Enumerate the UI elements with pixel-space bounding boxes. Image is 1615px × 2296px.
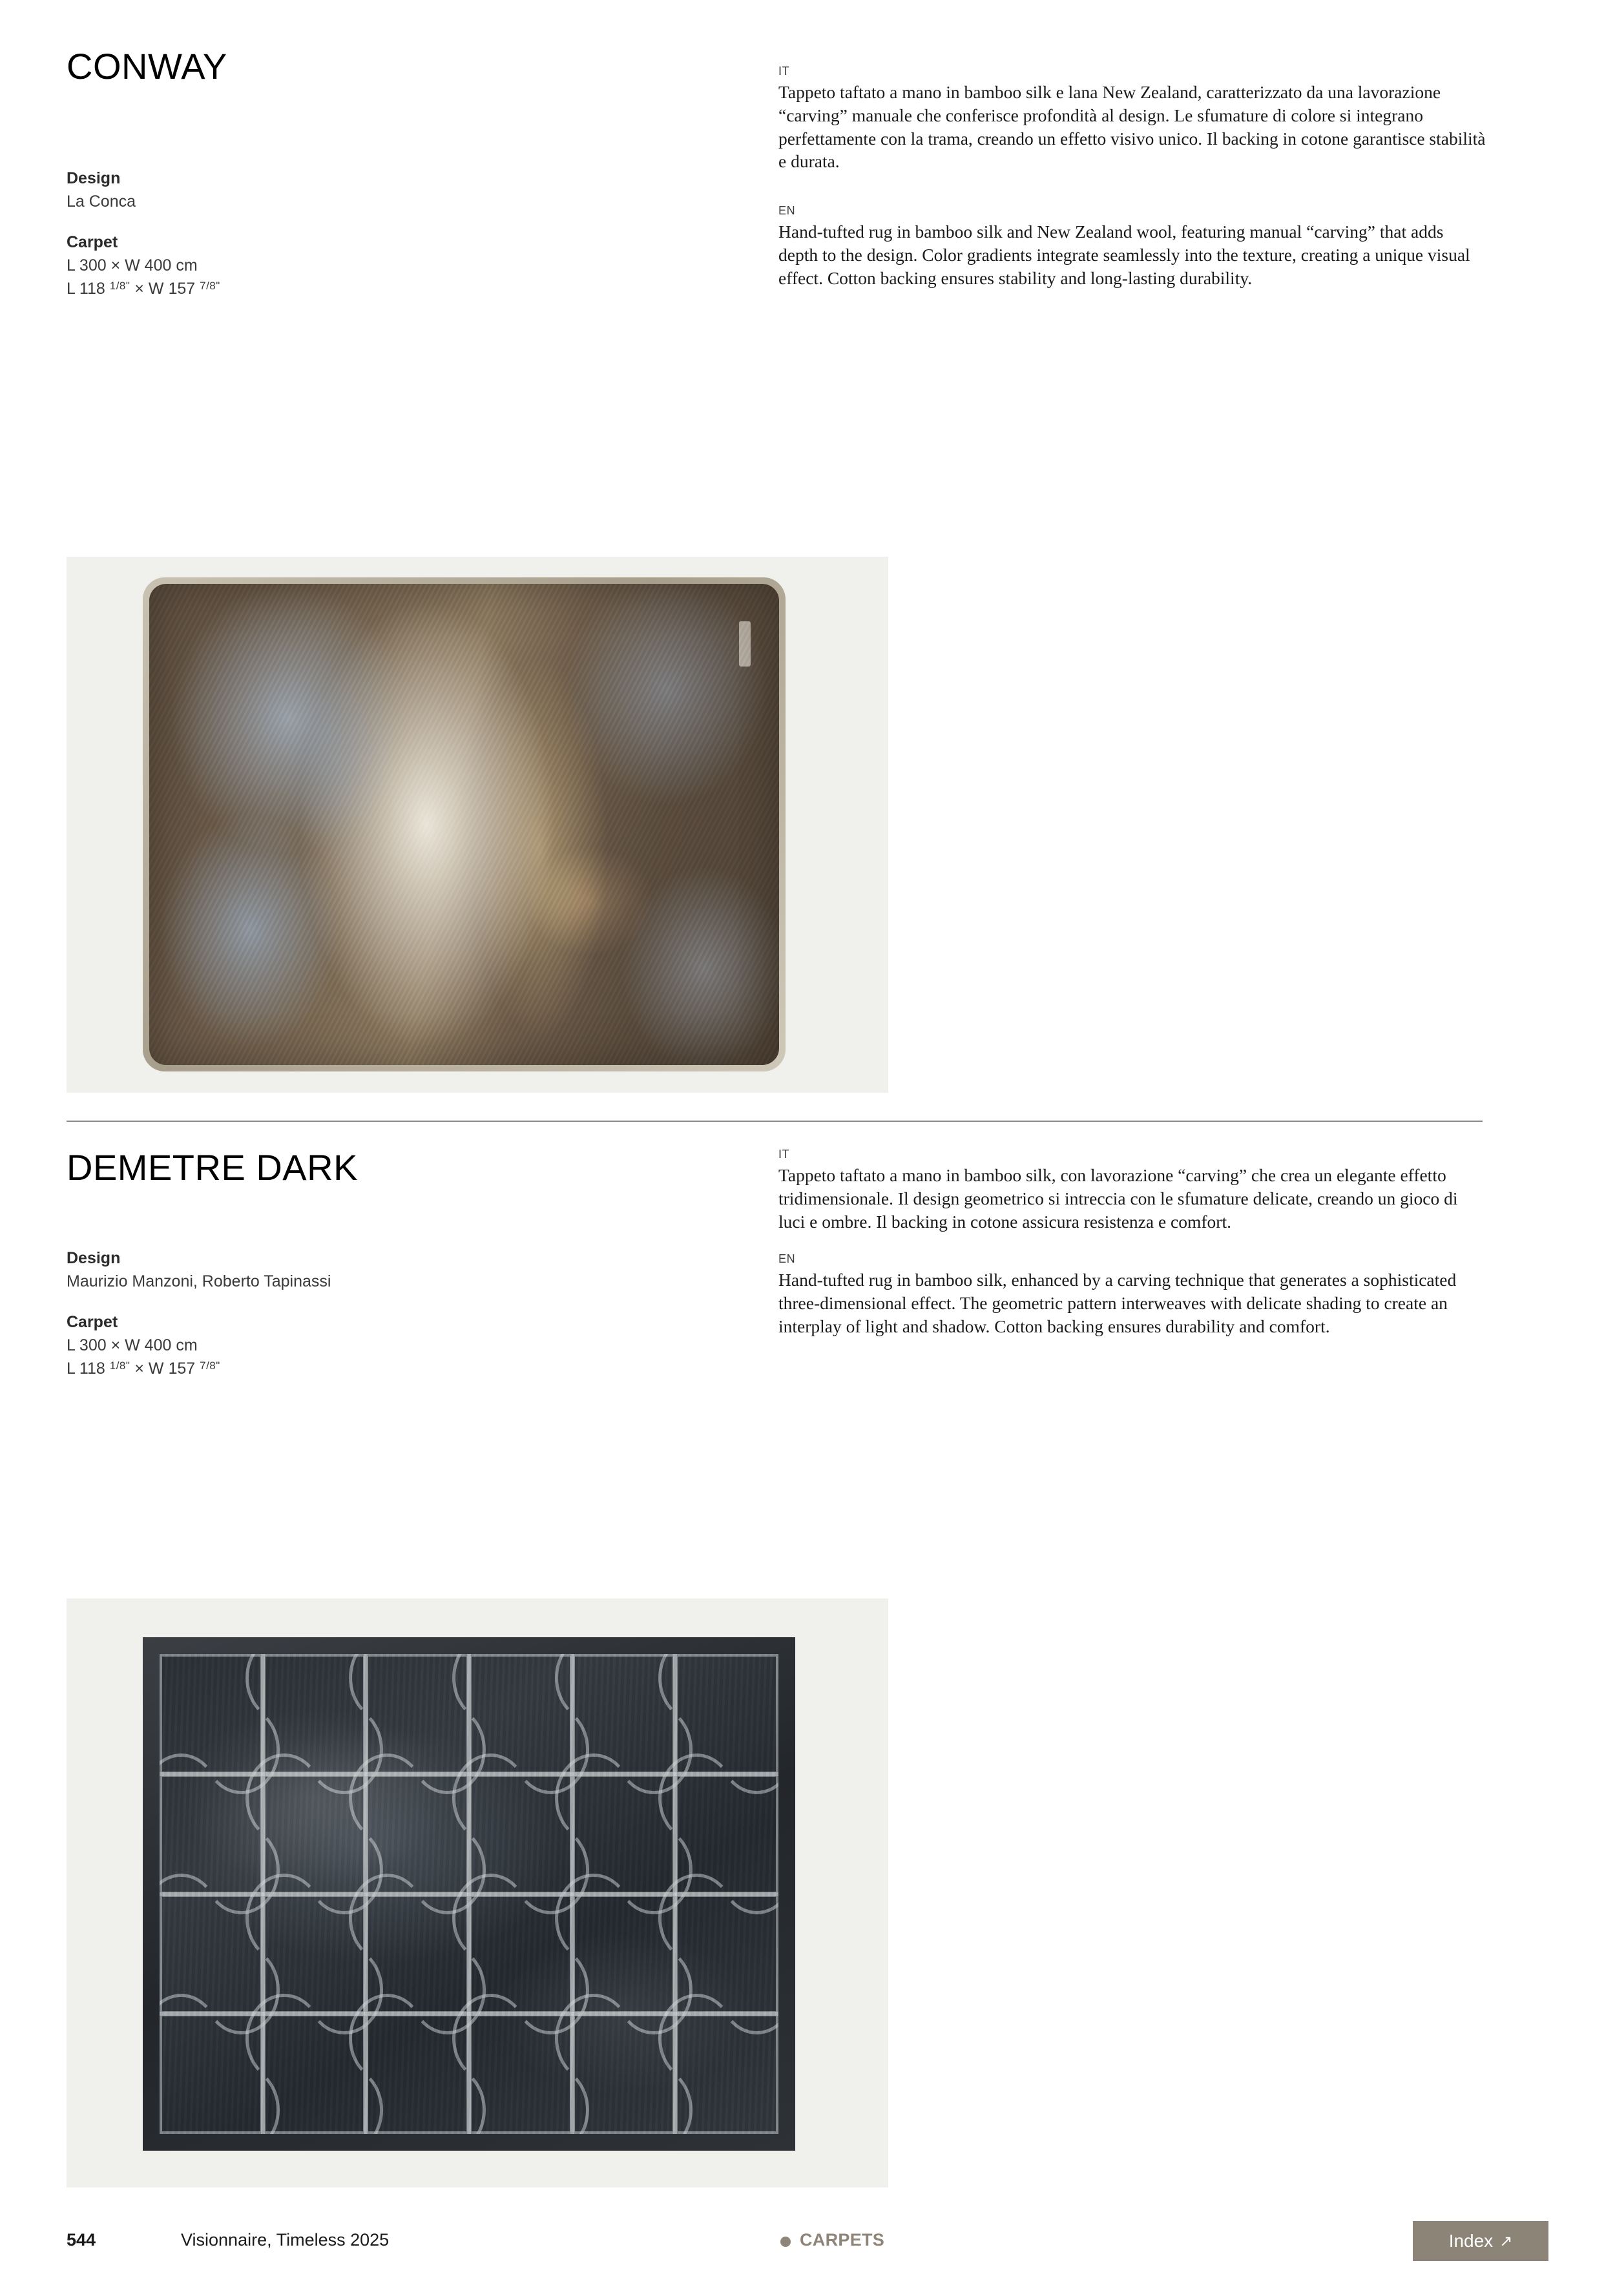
lang-tag-en: EN <box>778 1252 796 1266</box>
carpet-label: Carpet <box>67 233 118 251</box>
footer-section-text: CARPETS <box>800 2230 885 2249</box>
rug-artwork-conway <box>149 584 779 1065</box>
section-divider <box>67 1121 1483 1122</box>
design-group <box>67 1246 648 1294</box>
description-en: Hand-tufted rug in bamboo silk and New Zealand wool, featuring manual “carving” that adds depth to the design. Color gradients integrate seamlessly into the texture, creating a unique visual effect. Cotton backing ensures stability and long-lasting durability. <box>778 222 1470 288</box>
imperial-mid: × W 157 <box>134 280 196 298</box>
product-meta-demetre-dark <box>67 1246 648 1397</box>
rug-surface <box>160 1654 778 2134</box>
carpet-label: Carpet <box>67 1312 118 1331</box>
imperial-fraction-2: 7/8" <box>200 1359 220 1372</box>
carpet-size-metric: L 300 × W 400 cm <box>67 256 198 274</box>
carpet-group <box>67 231 648 301</box>
footer-section-label <box>780 2230 884 2250</box>
description-en: Hand-tufted rug in bamboo silk, enhanced by a carving technique that generates a sophisticated three-dimensional effect. The geometric pattern interweaves with delicate shading to create an interplay of light and shadow. Cotton backing ensures durability and comfort. <box>778 1270 1457 1336</box>
imperial-fraction-2: 7/8" <box>200 279 220 292</box>
rug-pattern-grid <box>160 1654 778 2134</box>
rug-label-tag <box>739 621 751 667</box>
description-it: Tappeto taftato a mano in bamboo silk, con lavorazione “carving” che crea un elegante effetto tridimensionale. Il design geometrico si intreccia con le sfumature delicate, creando un gioco di luci e ombre. Il backing in cotone assicura resistenza e comfort. <box>778 1165 1458 1232</box>
arrow-up-right-icon: ↗ <box>1499 2232 1513 2250</box>
product-block-conway <box>0 0 1615 1098</box>
footer-publication: Visionnaire, Timeless 2025 <box>181 2230 390 2249</box>
imperial-prefix: L 118 <box>67 1360 105 1378</box>
product-block-demetre-dark <box>0 1121 1615 2186</box>
imperial-mid: × W 157 <box>134 1360 196 1378</box>
imperial-prefix: L 118 <box>67 280 105 298</box>
page-footer <box>0 2199 1615 2296</box>
description-it: Tappeto taftato a mano in bamboo silk e lana New Zealand, caratterizzato da una lavorazione “carving” manuale che conferisce profondità al design. Le sfumature di colore si integrano perfettamente con la trama, creando un effetto visivo unico. Il backing in cotone garantisce stabilità e durata. <box>778 82 1486 172</box>
lang-tag-en: EN <box>778 204 796 217</box>
carpet-size-imperial <box>67 277 648 300</box>
page-title-conway: CONWAY <box>67 46 227 87</box>
description-demetre-dark <box>778 1148 1486 1338</box>
design-label: Design <box>67 1249 121 1267</box>
index-button-label: Index <box>1448 2231 1494 2251</box>
product-meta-conway <box>67 167 648 317</box>
lang-tag-it: IT <box>778 1148 790 1161</box>
page-title-demetre-dark: DEMETRE DARK <box>67 1147 358 1188</box>
imperial-fraction-1: 1/8" <box>109 279 130 292</box>
design-label: Design <box>67 169 121 187</box>
rug-artwork-demetre-dark <box>143 1637 795 2151</box>
footer-page-number: 544 <box>67 2230 96 2249</box>
carpet-size-metric: L 300 × W 400 cm <box>67 1336 198 1354</box>
carpet-group <box>67 1310 648 1381</box>
carpet-size-imperial <box>67 1357 648 1380</box>
product-image-conway <box>67 557 888 1093</box>
design-value: La Conca <box>67 192 136 211</box>
lang-tag-it: IT <box>778 65 790 78</box>
product-image-demetre-dark <box>67 1598 888 2187</box>
imperial-fraction-1: 1/8" <box>109 1359 130 1372</box>
design-value: Maurizio Manzoni, Roberto Tapinassi <box>67 1272 331 1291</box>
index-button[interactable] <box>1413 2221 1548 2261</box>
design-group <box>67 167 648 214</box>
description-conway <box>778 65 1486 289</box>
